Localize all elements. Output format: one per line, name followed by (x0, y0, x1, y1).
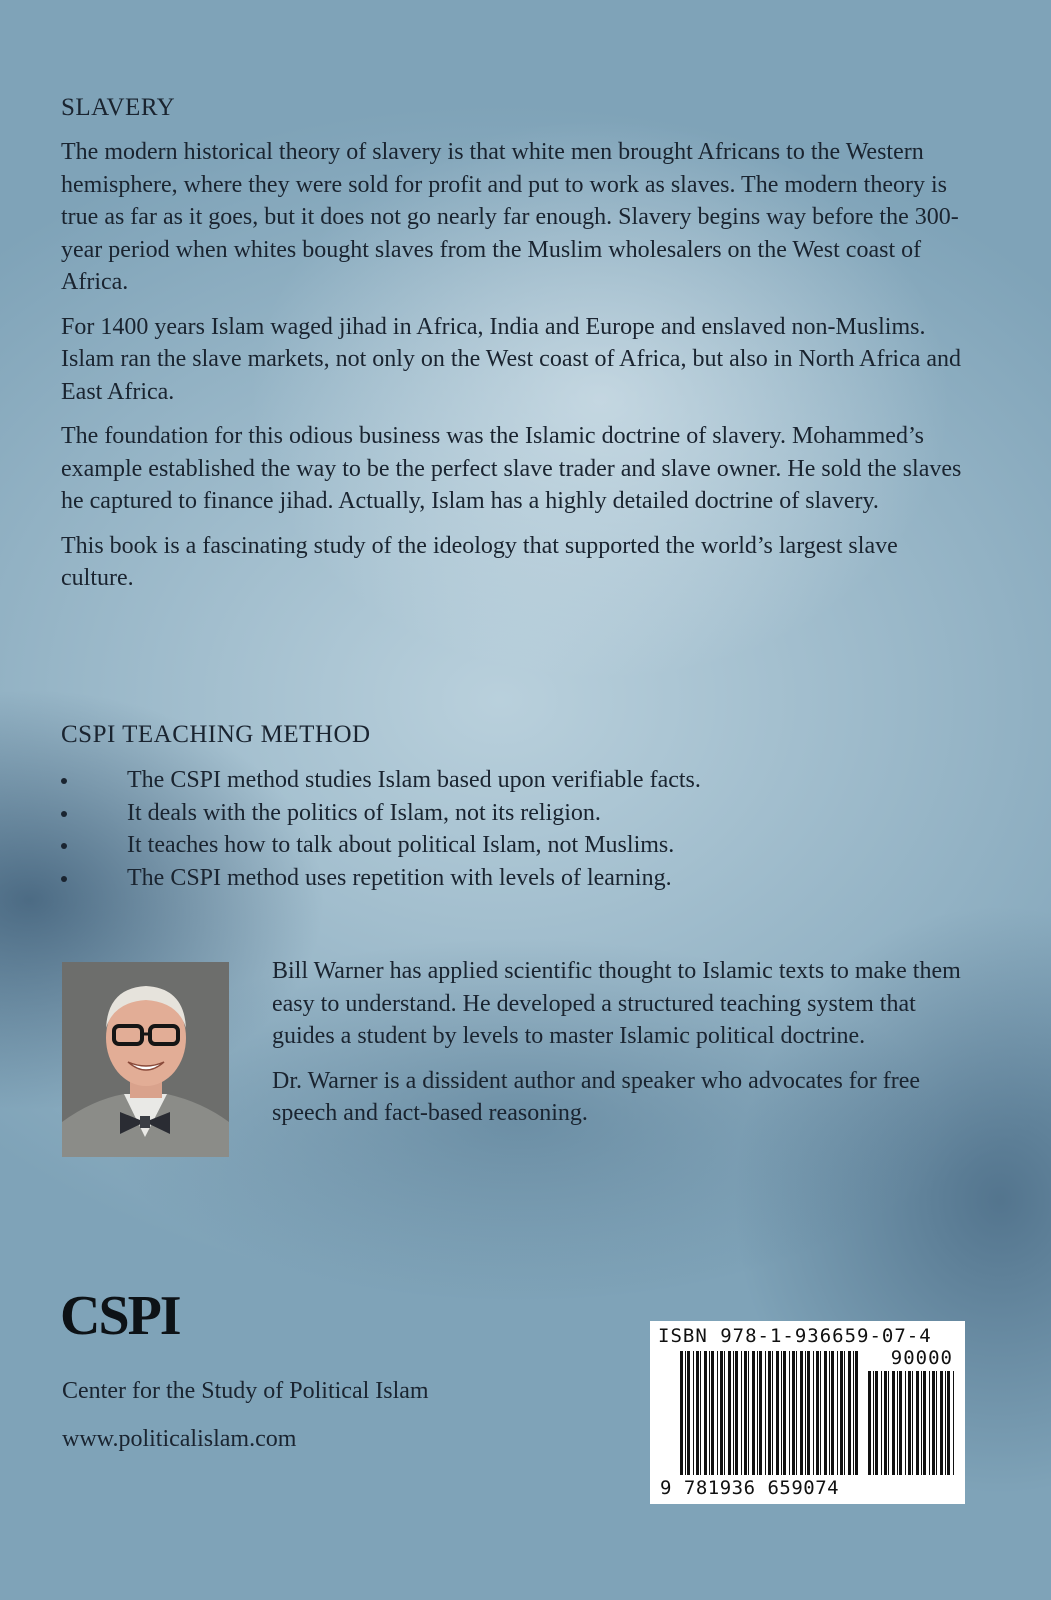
isbn-number: ISBN 978-1-936659-07-4 (658, 1325, 932, 1347)
ean-number: 9 781936 659074 (660, 1477, 840, 1499)
method-bullet-list (61, 764, 971, 894)
method-bullet-text: The CSPI method uses repetition with levels of learning. (127, 864, 672, 891)
author-paragraph-2: Dr. Warner is a dissident author and speaker who advocates for free speech and fact-based reasoning. (272, 1067, 921, 1126)
method-bullet (61, 797, 971, 830)
bullet-icon (61, 811, 67, 817)
bullet-icon (61, 876, 67, 882)
isbn-barcode (650, 1321, 965, 1504)
method-heading: CSPI TEACHING METHOD (61, 721, 371, 748)
bullet-icon (61, 778, 67, 784)
publisher-logo: CSPI (60, 1285, 180, 1347)
method-bullet-text: It deals with the politics of Islam, not its religion. (127, 799, 601, 826)
method-bullet (61, 862, 971, 895)
author-bio (272, 955, 962, 1142)
author-portrait-icon (62, 962, 229, 1157)
slavery-paragraph-1: The modern historical theory of slavery is that white men brought Africans to the Western hemisphere, where they were sold for profit and put to work as slaves. The modern theory is true as far as it goes, but it does not go nearly far enough. Slavery begins way before the 300-year period when whites bought slaves from the Muslim wholesalers on the West coast of Africa. (61, 139, 959, 295)
method-bullet-text: It teaches how to talk about political Islam, not Muslims. (127, 832, 675, 858)
publisher-website: www.politicalislam.com (62, 1426, 297, 1452)
publisher-name: Center for the Study of Political Islam (62, 1378, 429, 1404)
slavery-paragraph-2: For 1400 years Islam waged jihad in Africa, India and Europe and enslaved non-Muslims. Islam ran the slave markets, not only on the West coast of Africa, but also in North Africa and East Africa. (61, 313, 962, 405)
slavery-paragraph-3: The foundation for this odious business was the Islamic doctrine of slavery. Mohammed’s example established the way to be the perfect slave trader and slave owner. He sold the slaves he captured to finance jihad. Actually, Islam has a highly detailed doctrine of slavery. (61, 423, 962, 514)
slavery-paragraph-4: This book is a fascinating study of the ideology that supported the world’s largest slave culture. (61, 532, 898, 591)
price-code: 90000 (890, 1347, 953, 1369)
barcode-addon-bars-icon (868, 1371, 954, 1481)
bullet-icon (61, 843, 67, 849)
method-section (61, 720, 971, 894)
method-bullet-text: The CSPI method studies Islam based upon verifiable facts. (127, 767, 701, 793)
method-bullet (61, 829, 971, 862)
slavery-heading: SLAVERY (61, 94, 176, 121)
author-paragraph-1: Bill Warner has applied scientific thought to Islamic texts to make them easy to understand. He developed a structured teaching system that guides a student by levels to master Islamic political doctrine. (272, 958, 961, 1049)
barcode-bars-icon (680, 1351, 860, 1481)
slavery-section (61, 93, 971, 607)
author-photo (62, 962, 229, 1157)
method-bullet (61, 764, 971, 797)
